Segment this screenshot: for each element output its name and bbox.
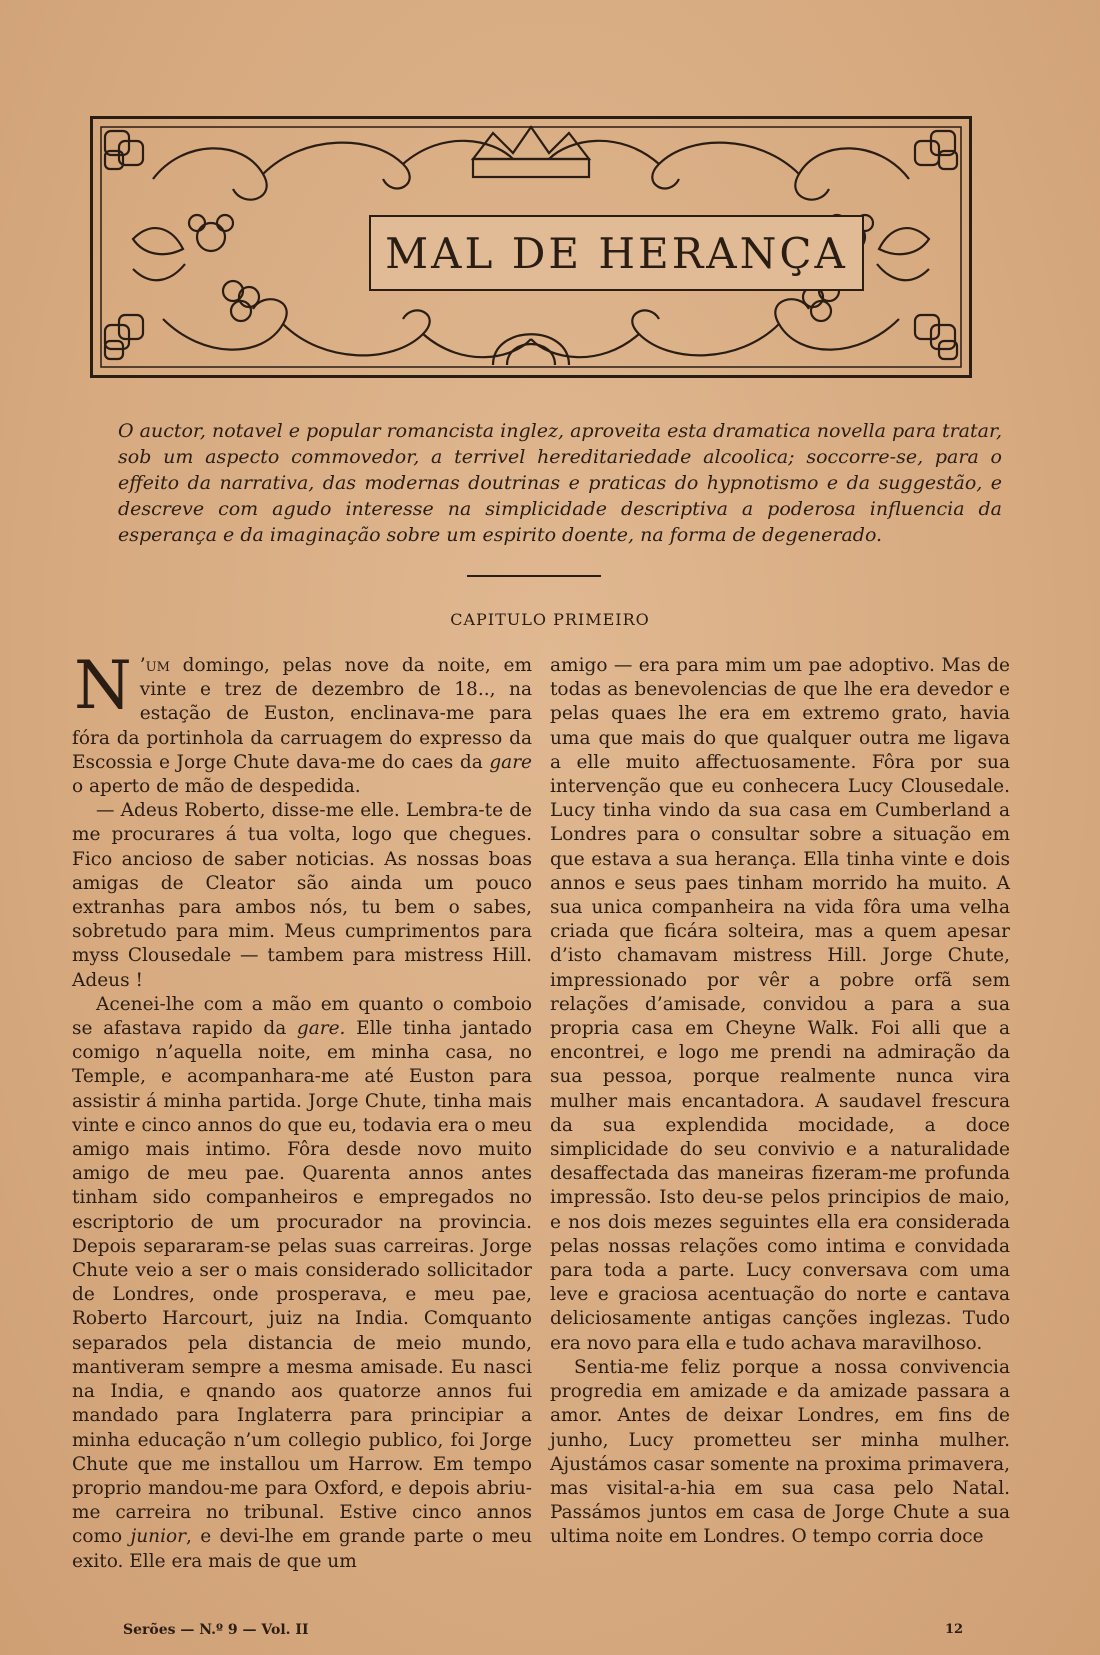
knot-icon-top-right: [915, 131, 957, 169]
knot-icon-bottom-left: [105, 315, 143, 359]
paragraph-text: o aperto de mão de despedida.: [72, 776, 361, 798]
knot-icon-top-left: [105, 131, 143, 169]
text-column-right: [550, 654, 1010, 1550]
paragraph-text: Elle tinha jantado comigo n’aquella noite, em minha casa, no Temple, e acompanhara-me até Euston para assistir á minha partida. Jorge Chute, tinha mais vinte e cinco annos do que eu, todavia era o meu amigo mais intimo. Fôra desde novo muito amigo de meu pae. Quarenta annos antes tinham sido companheiros e empregados no escriptorio de um procurador na provincia. Depois separaram-se pelas suas carreiras. Jorge Chute veio a ser o mais considerado sollicitador de Londres, onde prosperava, e meu pae, Roberto Harcourt, juiz na India. Comquanto separados pela distancia de meio mundo, mantiveram sempre a mesma amisade. Eu nasci na India, e qnando aos quatorze annos fui mandado para Inglaterra para principiar a minha educação n’um collegio publico, foi Jorge Chute que me installou um Harrow. Em tempo proprio mandou-me para Oxford, e depois abriu-me carreira no tribunal. Estive cinco annos como: [72, 1018, 532, 1548]
paragraph: Sentia-me feliz porque a nossa convivencia progredia em amizade e da amizade passara a amor. Antes de deixar Londres, em fins de junho, Lucy prometteu ser minha mulher. Ajustámos casar somente na proxima primavera, mas visital-a-hia em sua casa pelo Natal. Passámos juntos em casa de Jorge Chute a sua ultima noite em Londres. O tempo corria doce: [550, 1356, 1010, 1548]
knot-icon-bottom-right: [915, 315, 957, 359]
drop-cap: N: [74, 647, 132, 724]
footer-publication: Serões — N.º 9 — Vol. II: [123, 1622, 309, 1638]
title-banner: [90, 116, 972, 378]
page-number: 12: [945, 1622, 964, 1637]
section-divider: [467, 575, 601, 577]
italic-word: junior: [130, 1526, 186, 1548]
italic-word: gare.: [296, 1018, 346, 1040]
paragraph-text: Acenei-lhe com a mão em quanto o comboio se afastava rapido da: [72, 993, 532, 1040]
text-column-left: [72, 647, 532, 1574]
article-title: MAL DE HERANÇA: [369, 215, 864, 291]
opening-word: ’um: [139, 655, 170, 676]
paragraph: [72, 647, 532, 799]
chapter-heading: CAPITULO PRIMEIRO: [450, 610, 650, 629]
intro-paragraph: O auctor, notavel e popular romancista inglez, aproveita esta dramatica novella para tratar, sob um aspecto commovedor, a terrivel hereditariedade alcoolica; soccorre-se, para o effeito da narrativa, das modernas doutrinas e praticas do hypnotismo e da suggestão, e descreve com agudo interesse na simplicidade descriptiva a poderosa influencia da esperança e da imaginação sobre um espirito doente, na forma de degenerado.: [118, 420, 1002, 546]
paragraph-text: domingo, pelas nove da noite, em vinte e trez de dezembro de 18.., na estação de Euston, enclinava-me para fóra da portinhola da carruagem do expresso da Escossia e Jorge Chute dava-me do caes da: [72, 655, 532, 773]
paragraph: — Adeus Roberto, disse-me elle. Lembra-te de me procurares á tua volta, logo que chegues. Fico ancioso de saber noticias. As nossas boas amigas de Cleator são ainda um pouco extranhas para ambos nós, tu bem o sabes, sobretudo para mim. Meus cumprimentos para myss Clousedale — tambem para mistress Hill. Adeus !: [72, 800, 532, 991]
paragraph: [72, 993, 532, 1574]
italic-word: gare: [489, 751, 532, 773]
paragraph-text: , e devi-lhe em grande parte o meu exito. Elle era mais de que um: [72, 1526, 532, 1572]
paragraph: amigo — era para mim um pae adoptivo. Mas de todas as benevolencias de que lhe era devedor e pelas quaes lhe era em extremo grato, havia uma que mais do que qualquer outra me ligava a elle muito affectuosamente. Fôra por sua intervenção que eu conhecera Lucy Clousedale. Lucy tinha vindo da sua casa em Cumberland a Londres para o consultar sobre a situação em que estava a sua herança. Ella tinha vinte e dois annos e seus paes tinham morrido ha muito. A sua unica companheira na vida fôra uma velha criada que ficára solteira, mas a quem apesar d’isto chamavam mistress Hill. Jorge Chute, impressionado por vêr a pobre orfã sem relações d’amisade, convidou a para a sua propria casa em Cheyne Walk. Foi alli que a encontrei, e logo me prendi na admiração da sua pessoa, porque realmente nunca vira mulher mais encantadora. A saudavel frescura da sua explendida mocidade, a doce simplicidade do seu convivio e a naturalidade desaffectada das maneiras fizeram-me profunda impressão. Isto deu-se pelos principios de maio, e nos dois mezes seguintes ella era considerada pelas nossas relações como intima e convidada para toda a parte. Lucy conversava com uma leve e graciosa acentuação do norte e cantava deliciosamente antigas canções inglezas. Tudo era novo para ella e tudo achava maravilhoso.: [550, 655, 1010, 1354]
